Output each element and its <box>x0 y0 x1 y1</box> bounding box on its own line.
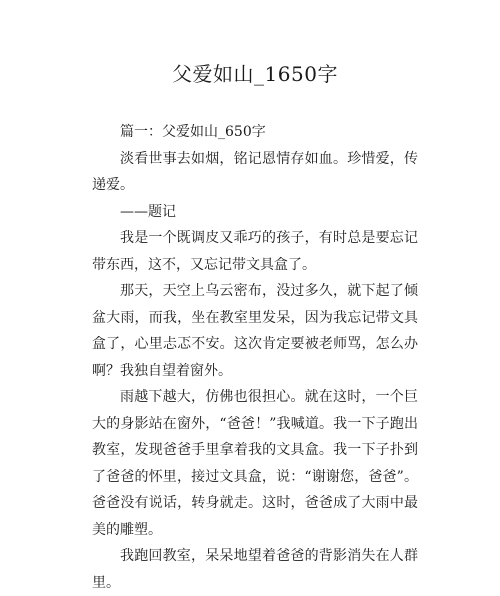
paragraph-body-2: 那天，天空上乌云密布，没过多久，就下起了倾盆大雨，而我，坐在教室里发呆，因为我忘记带文具盒了，心里忐忑不安。这次肯定要被老师骂，怎么办啊？我独自望着窗外。 <box>92 283 418 379</box>
paragraph-epigraph: 淡看世事去如烟，铭记恩情存如血。珍惜爱，传递爱。 <box>92 150 418 193</box>
paragraph-body-4: 我跑回教室，呆呆地望着爸爸的背影消失在人群里。 <box>92 548 418 591</box>
document-title: 父爱如山_1650字 <box>172 62 338 86</box>
paragraph-section-heading: 篇一：父爱如山_650字 <box>120 124 266 140</box>
paragraph-epigraph-source: ——题记 <box>120 203 176 220</box>
paragraph-body-1: 我是一个既调皮又乖巧的孩子，有时总是要忘记带东西，这不，又忘记带文具盒了。 <box>92 230 418 273</box>
paragraph-body-3: 雨越下越大，仿佛也很担心。就在这时，一个巨大的身影站在窗外，“爸爸！”我喊道。我一下子跑出教室，发现爸爸手里拿着我的文具盒。我一下子扑到了爸爸的怀里，接过文具盒，说：“谢谢您，爸爸”。爸爸没有说话，转身就走。这时，爸爸成了大雨中最美的雕塑。 <box>92 389 418 538</box>
